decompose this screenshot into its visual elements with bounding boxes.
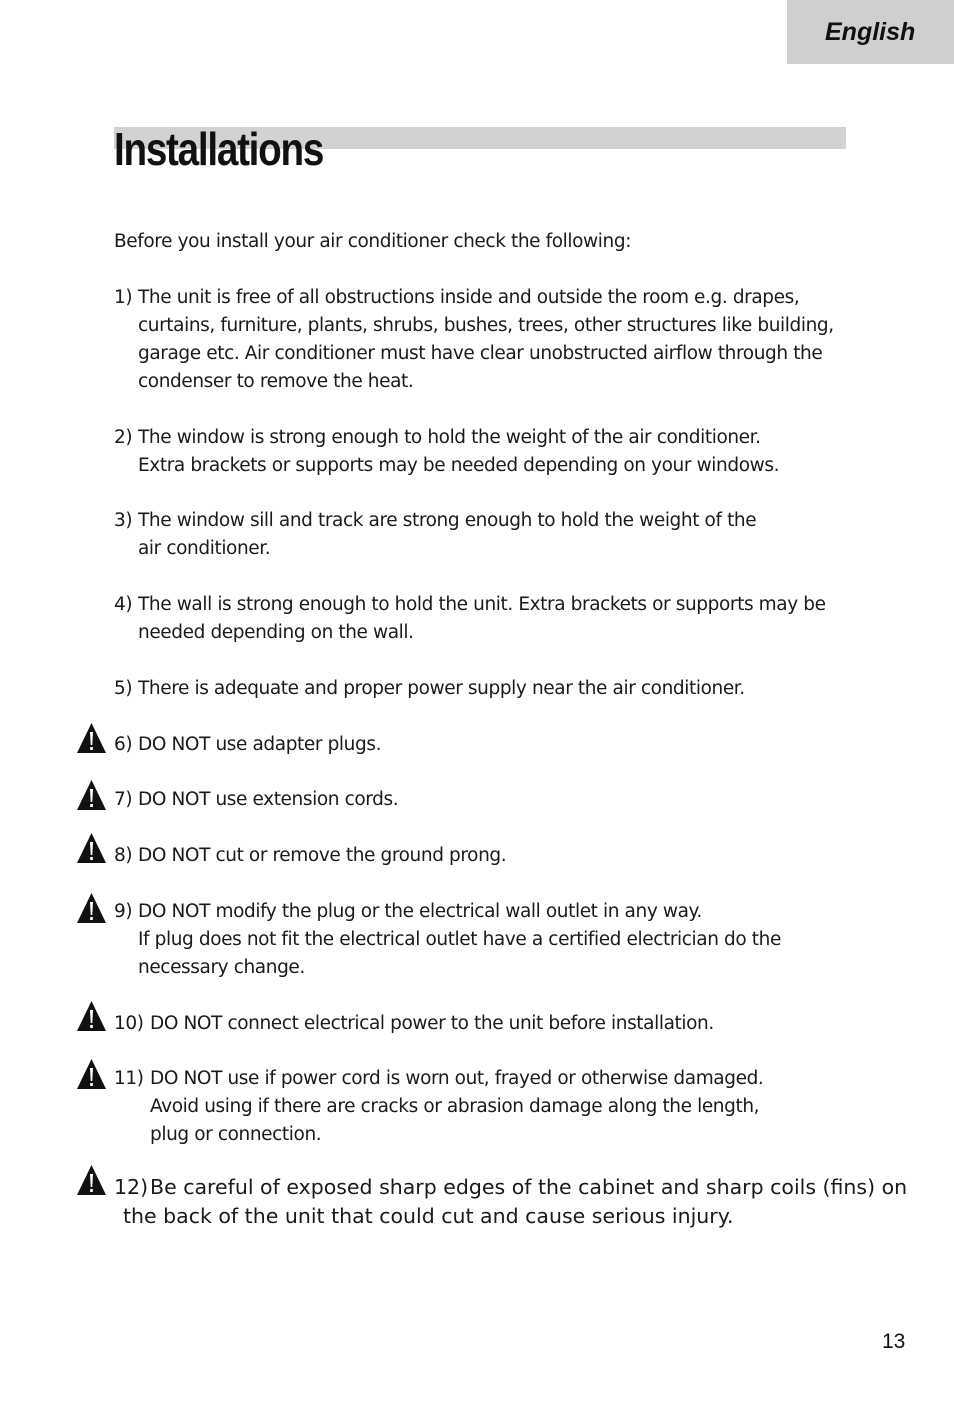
item-number: 6) [114, 734, 133, 755]
warning-triangle-icon [76, 779, 107, 811]
checklist-item [114, 507, 756, 563]
item-number: 5) [114, 678, 133, 699]
item-line: DO NOT use extension cords. [138, 789, 399, 810]
checklist-item [114, 898, 781, 982]
warning-triangle-icon [76, 722, 107, 754]
item-line: curtains, furniture, plants, shrubs, bushes, trees, other structures like building, [138, 315, 834, 336]
item-number: 4) [114, 594, 133, 615]
warning-triangle-icon [76, 832, 107, 864]
page-title: Installations [114, 123, 324, 175]
item-number: 10) [114, 1013, 144, 1034]
item-line: Extra brackets or supports may be needed depending on your windows. [138, 455, 780, 476]
item-line: If plug does not fit the electrical outlet have a certified electrician do the [138, 929, 781, 950]
item-text [138, 675, 745, 703]
item-line: DO NOT use if power cord is worn out, frayed or otherwise damaged. [150, 1068, 764, 1089]
checklist-item [114, 591, 826, 647]
warning-triangle-icon [76, 1058, 107, 1090]
item-text [138, 284, 834, 396]
warning-triangle-icon [76, 892, 107, 924]
item-line: There is adequate and proper power supply near the air conditioner. [138, 678, 745, 699]
item-line: DO NOT modify the plug or the electrical wall outlet in any way. [138, 901, 702, 922]
item-text [150, 1010, 714, 1038]
item-text [114, 1173, 907, 1231]
item-line: Avoid using if there are cracks or abrasion damage along the length, [150, 1096, 760, 1117]
item-line: condenser to remove the heat. [138, 371, 414, 392]
item-line: DO NOT connect electrical power to the unit before installation. [150, 1013, 714, 1034]
item-text [150, 1065, 763, 1149]
item-number: 11) [114, 1068, 144, 1089]
item-text [138, 786, 398, 814]
item-line: The wall is strong enough to hold the unit. Extra brackets or supports may be [138, 594, 826, 615]
item-line: Be careful of exposed sharp edges of the cabinet and sharp coils (fins) on [150, 1175, 908, 1199]
item-line: DO NOT use adapter plugs. [138, 734, 382, 755]
language-label: English [825, 18, 916, 46]
warning-triangle-icon [76, 1000, 107, 1032]
checklist-item [114, 1173, 907, 1231]
item-text [138, 842, 506, 870]
item-line: the back of the unit that could cut and cause serious injury. [123, 1204, 734, 1228]
item-line: air conditioner. [138, 538, 271, 559]
item-line: needed depending on the wall. [138, 622, 414, 643]
item-text [138, 731, 381, 759]
item-text [138, 898, 781, 982]
checklist-item [114, 842, 506, 870]
page-number: 13 [882, 1330, 906, 1353]
item-number: 9) [114, 901, 133, 922]
item-number: 12) [114, 1175, 149, 1199]
checklist-item [114, 424, 779, 480]
warning-triangle-icon [76, 1164, 107, 1196]
item-number: 7) [114, 789, 133, 810]
language-tab [787, 0, 954, 64]
item-line: DO NOT cut or remove the ground prong. [138, 845, 507, 866]
item-line: garage etc. Air conditioner must have clear unobstructed airflow through the [138, 343, 823, 364]
item-number: 2) [114, 427, 133, 448]
item-number: 8) [114, 845, 133, 866]
item-line: necessary change. [138, 957, 305, 978]
checklist-item [114, 675, 745, 703]
item-text [138, 507, 756, 563]
checklist-item [114, 284, 834, 396]
checklist-item [114, 1065, 763, 1149]
intro-text: Before you install your air conditioner check the following: [114, 231, 632, 252]
checklist-item [114, 1010, 714, 1038]
item-number: 1) [114, 287, 133, 308]
item-text [138, 591, 826, 647]
item-text [138, 424, 779, 480]
item-line: The unit is free of all obstructions inside and outside the room e.g. drapes, [138, 287, 800, 308]
checklist-item [114, 786, 398, 814]
item-number: 3) [114, 510, 133, 531]
item-line: plug or connection. [150, 1124, 322, 1145]
item-line: The window sill and track are strong enough to hold the weight of the [138, 510, 757, 531]
checklist-item [114, 731, 381, 759]
item-line: The window is strong enough to hold the weight of the air conditioner. [138, 427, 761, 448]
